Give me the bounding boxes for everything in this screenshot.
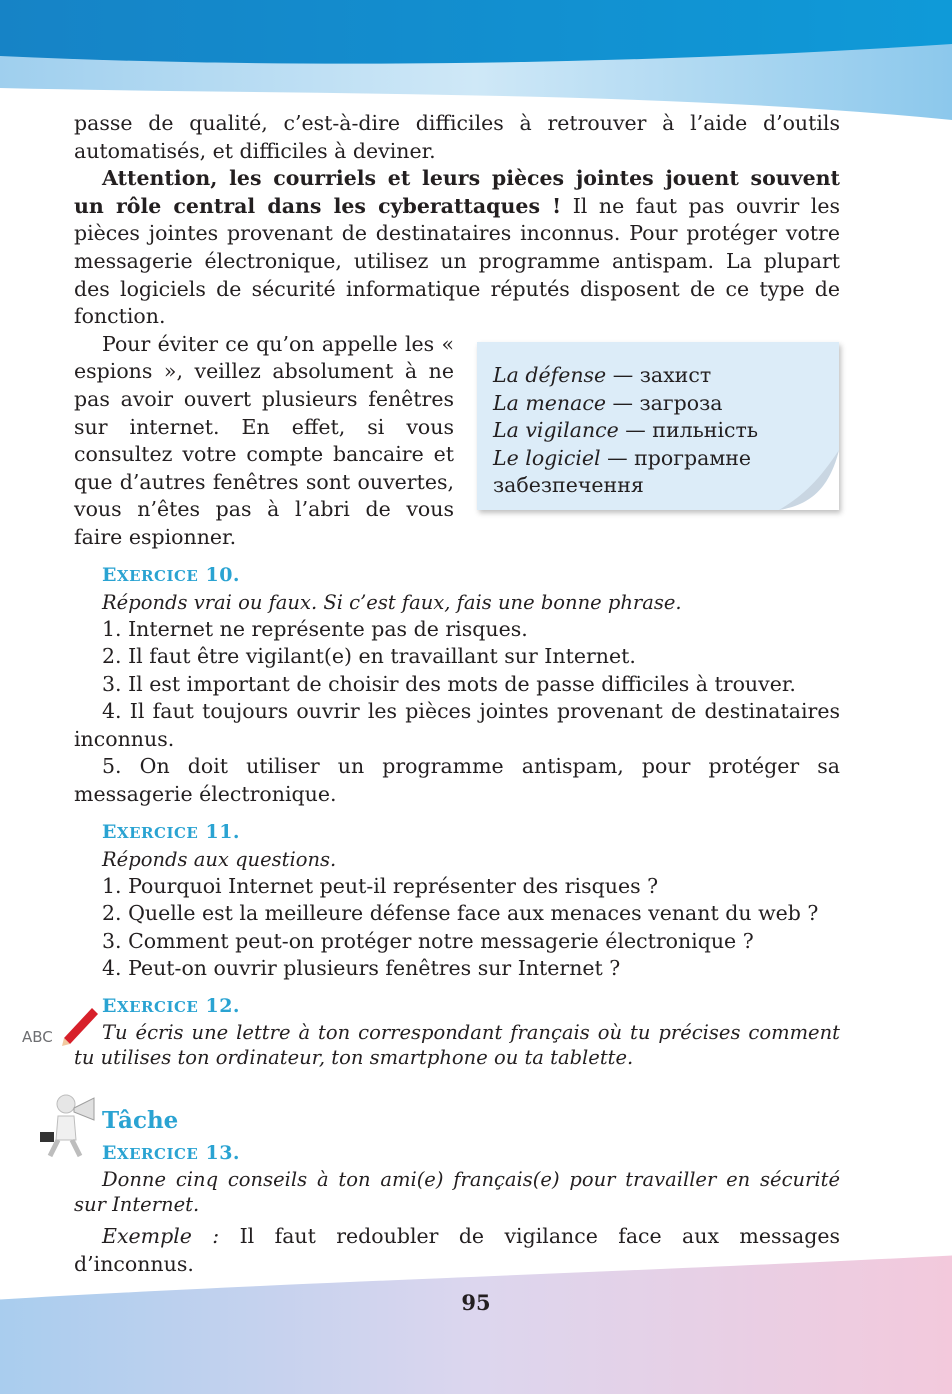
page-content — [74, 110, 840, 1278]
exercise-10-item: 3. Il est important de choisir des mots de passe difficiles à trouver. — [102, 671, 796, 696]
vocab-item: La vigilance — пильність — [493, 418, 759, 443]
exercise-13-title: EXERCICE 13. — [102, 1142, 241, 1165]
megaphone-person-icon — [36, 1090, 106, 1160]
abc-icon-label: ABC — [22, 1028, 53, 1046]
exercise-12-title: EXERCICE 12. — [102, 995, 241, 1018]
exercise-13-example — [74, 1223, 840, 1278]
exercise-10-item: 2. Il faut être vigilant(e) en travaillant sur Internet. — [102, 644, 636, 669]
example-text: Il faut redoubler de vigilance face aux messages d’inconnus. — [74, 1224, 840, 1276]
vocab-item: La menace — загроза — [493, 390, 723, 415]
paragraph-3: Pour éviter ce qu’on appelle les « espions », veillez absolument à ne pas avoir ouvert plusieurs fenêtres sur internet. En effet, si vous consultez votre compte bancaire et que d’autres fenêtres sont ouvertes, vous n’êtes pas à l’abri de vous faire espionner. — [74, 331, 454, 549]
paragraph-2-text: Il ne faut pas ouvrir les pièces jointes provenant de destinataires inconnus. Pour protéger votre messagerie électronique, utilisez un programme antispam. La plupart des logiciels de sécurité informatique réputés disposent de ce type de fonction. — [74, 193, 840, 329]
exercise-11-item: 1. Pourquoi Internet peut-il représenter des risques ? — [102, 873, 659, 898]
exercise-11-item: 3. Comment peut-on protéger notre messagerie électronique ? — [102, 928, 754, 953]
tache-title: Tâche — [102, 1107, 179, 1135]
paragraph-1: passe de qualité, c’est-à-dire difficiles à retrouver à l’aide d’outils automatisés, et difficiles à deviner. — [74, 111, 840, 163]
exercise-11-instruction: Réponds aux questions. — [102, 847, 337, 871]
paragraph-2-bold: Attention, les courriels et leurs pièces jointes jouent souvent un rôle central dans les cyberattaques ! — [74, 166, 840, 218]
vocabulary-box — [477, 342, 839, 510]
exercise-11-item: 2. Quelle est la meilleure défense face aux menaces venant du web ? — [102, 901, 819, 926]
exercise-10-item: 4. Il faut toujours ouvrir les pièces jointes provenant de destinataires inconnus. — [74, 699, 840, 751]
exercise-10-instruction: Réponds vrai ou faux. Si c’est faux, fais une bonne phrase. — [102, 590, 682, 614]
exercise-13-instruction: Donne cinq conseils à ton ami(e) français(e) pour travailler en sécurité sur Internet. — [74, 1168, 840, 1217]
exercise-10-item: 5. On doit utiliser un programme antispam, pour protéger sa messagerie électronique. — [74, 754, 840, 807]
exercise-11-item: 4. Peut-on ouvrir plusieurs fenêtres sur Internet ? — [102, 956, 621, 981]
header-band — [0, 0, 952, 120]
vocab-item: La défense — захист — [493, 363, 712, 387]
exercise-11-title: EXERCICE 11. — [102, 820, 241, 843]
page-curl-icon — [739, 450, 839, 510]
exercise-10-item: 1. Internet ne représente pas de risques. — [102, 616, 528, 641]
paragraph-2 — [74, 165, 840, 331]
page-number: 95 — [461, 1290, 491, 1315]
exercise-12-instruction: Tu écris une lettre à ton correspondant français où tu précises comment tu utilises ton ordinateur, ton smartphone ou ta tablette. — [74, 1021, 840, 1070]
vocab-item: Le logiciel — програмне забезпечення — [493, 445, 752, 498]
exercise-10-title: EXERCICE 10. — [102, 563, 241, 586]
abc-pencil-icon — [20, 1000, 100, 1048]
example-label: Exemple : — [102, 1224, 220, 1249]
